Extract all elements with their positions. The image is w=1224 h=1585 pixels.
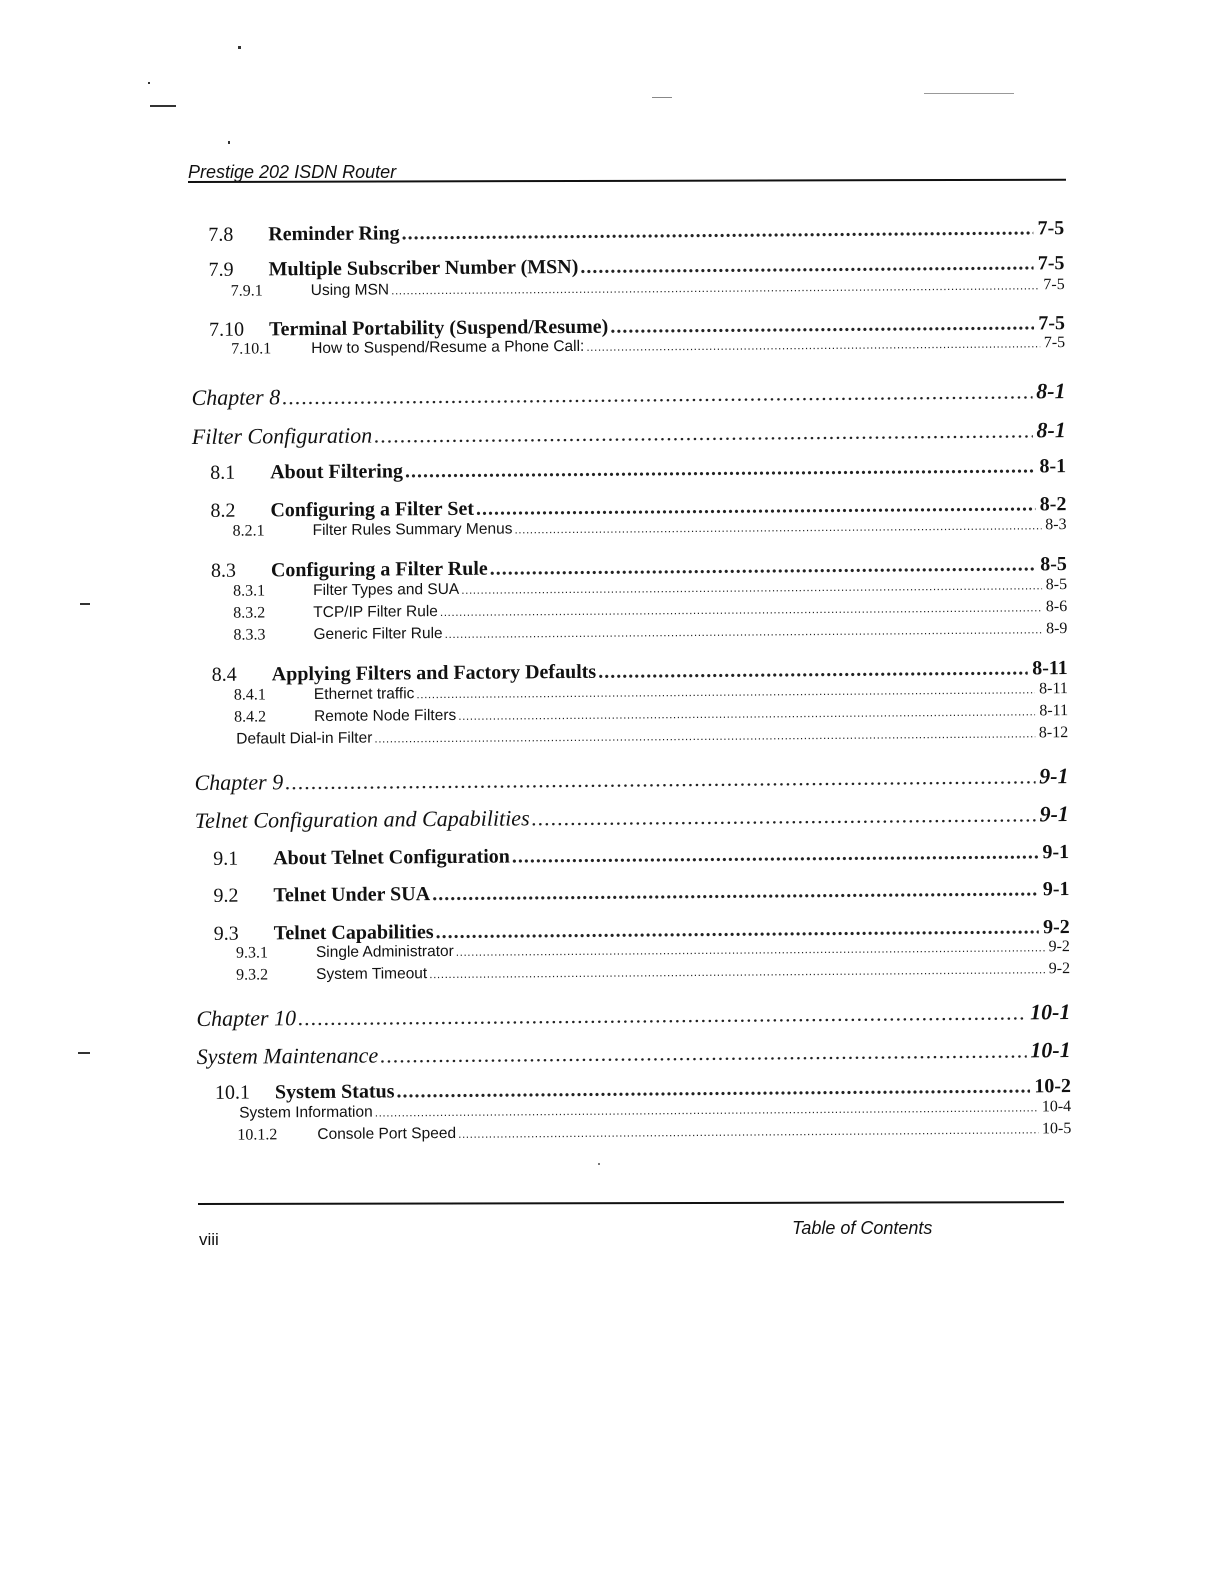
- dot-leader: [416, 682, 1035, 701]
- toc-entry-page: 8-9: [1045, 620, 1068, 638]
- toc-entry-page: 8-3: [1045, 516, 1067, 534]
- dot-leader: [512, 841, 1039, 868]
- toc-entry-label: Using MSN: [310, 281, 390, 300]
- toc-entry-number: 8.3: [210, 559, 236, 582]
- toc-entry-page: 9-1: [1042, 841, 1070, 864]
- toc-entry-label: System Timeout: [316, 965, 428, 984]
- toc-entry-page: 7-5: [1038, 312, 1066, 335]
- toc-entry-number: 8.1: [210, 461, 236, 484]
- toc-entry-number: 7.8: [208, 223, 234, 246]
- toc-entry-number: 10.1: [214, 1081, 251, 1104]
- toc-entry-label: Telnet Configuration and Capabilities: [194, 805, 530, 833]
- toc-entry[interactable]: [236, 960, 1070, 985]
- dot-leader: [458, 1122, 1038, 1141]
- dot-leader: [456, 940, 1045, 959]
- toc-entry-page: 9-1: [1039, 801, 1069, 827]
- toc-entry-label: Reminder Ring: [268, 222, 400, 246]
- toc-entry-number: 9.3.1: [235, 944, 268, 962]
- toc-entry-label: System Maintenance: [196, 1042, 379, 1069]
- toc-entry-page: 8-5: [1040, 553, 1067, 576]
- toc-entry-label: Generic Filter Rule: [313, 625, 443, 644]
- toc-entry-label: TCP/IP Filter Rule: [313, 603, 438, 622]
- toc-entry-label: Telnet Capabilities: [273, 921, 434, 945]
- dot-leader: [432, 878, 1039, 906]
- toc-entry[interactable]: [236, 724, 1068, 749]
- toc-entry-page: 10-1: [1029, 999, 1071, 1025]
- toc-entry[interactable]: [197, 1037, 1071, 1070]
- toc-entry[interactable]: [196, 999, 1070, 1032]
- toc-entry-label: Configuring a Filter Rule: [270, 557, 488, 582]
- dot-leader: [401, 217, 1033, 245]
- toc-entry-label: Single Administrator: [315, 942, 454, 962]
- toc-entry-number: 8.4.1: [233, 686, 266, 704]
- toc-entry-label: Configuring a Filter Set: [270, 497, 475, 522]
- toc-entry[interactable]: [234, 702, 1068, 727]
- dot-leader: [374, 726, 1035, 745]
- toc-entry-page: 8-6: [1045, 598, 1068, 616]
- toc-entry[interactable]: [213, 878, 1069, 908]
- dot-leader: [429, 962, 1045, 981]
- toc-entry-number: 10.1.2: [237, 1126, 278, 1144]
- toc-entry-page: 8-11: [1032, 657, 1068, 680]
- toc-entry[interactable]: [208, 217, 1064, 247]
- toc-entry-page: 7-5: [1037, 217, 1065, 240]
- toc-entry-label: Multiple Subscriber Number (MSN): [268, 255, 579, 281]
- toc-entry[interactable]: [192, 417, 1066, 450]
- dot-leader: [531, 801, 1035, 831]
- toc-entry-page: 9-2: [1048, 938, 1070, 956]
- toc-entry-label: Remote Node Filters: [313, 706, 457, 726]
- toc-entry-label: Filter Configuration: [191, 422, 373, 449]
- toc-entry-page: 8-11: [1039, 680, 1068, 698]
- toc-entry[interactable]: [233, 620, 1067, 645]
- toc-entry-number: 7.10.1: [231, 340, 272, 358]
- toc-entry-number: 7.9.1: [230, 282, 263, 300]
- toc-entry-number: 9.1: [213, 847, 239, 870]
- toc-entry-label: Chapter 9: [194, 769, 284, 795]
- dot-leader: [586, 336, 1040, 354]
- toc-entry-label: Default Dial-in Filter: [236, 729, 373, 748]
- toc-entry-page: 8-2: [1039, 493, 1067, 516]
- dot-leader: [405, 455, 1036, 483]
- toc-entry-label: Chapter 8: [191, 384, 281, 410]
- toc-entry-label: About Telnet Configuration: [273, 845, 510, 870]
- toc-entry[interactable]: [191, 378, 1065, 411]
- toc-entry-number: 9.3: [213, 922, 239, 945]
- running-header-title: Prestige 202 ISDN Router: [188, 162, 397, 182]
- dot-leader: [298, 999, 1026, 1031]
- dot-leader: [580, 252, 1034, 279]
- toc-entry-page: 9-1: [1039, 763, 1069, 789]
- toc-entry-page: 7-5: [1043, 334, 1066, 352]
- toc-entry-page: 9-2: [1042, 916, 1070, 939]
- toc-entry-label: About Filtering: [270, 460, 404, 484]
- toc-entry-number: 8.2: [210, 499, 236, 522]
- toc-entry-page: 10-4: [1041, 1098, 1072, 1116]
- toc-entry-page: 9-1: [1042, 878, 1070, 901]
- toc-entry-label: How to Suspend/Resume a Phone Call:: [311, 337, 585, 358]
- toc-entry-label: Filter Types and SUA: [313, 580, 460, 600]
- toc-entry-label: Terminal Portability (Suspend/Resume): [268, 315, 609, 341]
- toc-entry-page: 8-11: [1039, 702, 1069, 720]
- toc-entry-page: 10-1: [1030, 1037, 1071, 1063]
- footer-page-number: viii: [199, 1230, 219, 1249]
- toc-entry-label: Console Port Speed: [317, 1124, 457, 1144]
- toc-entry-page: 10-2: [1034, 1075, 1072, 1098]
- footer-section-title: Table of Contents: [792, 1218, 933, 1238]
- dot-leader: [380, 1037, 1026, 1068]
- toc-entry[interactable]: [213, 841, 1069, 871]
- dot-leader: [374, 417, 1033, 448]
- toc-entry-number: 8.4: [211, 663, 237, 686]
- toc-entry-number: 8.3.3: [233, 626, 266, 644]
- toc-entry-label: Telnet Under SUA: [273, 883, 431, 907]
- toc-entry-number: 7.10: [208, 318, 245, 341]
- dot-leader: [391, 278, 1039, 297]
- toc-entry-page: 8-12: [1038, 724, 1069, 742]
- toc-entry-number: 8.3.1: [233, 582, 266, 600]
- dot-leader: [445, 622, 1043, 641]
- toc-entry[interactable]: [237, 1120, 1071, 1145]
- toc-entry-page: 8-1: [1036, 378, 1066, 404]
- dot-leader: [375, 1100, 1038, 1119]
- toc-entry-page: 8-1: [1036, 417, 1066, 443]
- toc-entry-label: System Status: [274, 1080, 395, 1104]
- dot-leader: [598, 657, 1028, 683]
- toc-entry-label: Ethernet traffic: [313, 685, 415, 704]
- dot-leader: [440, 600, 1042, 619]
- toc-entry-page: 9-2: [1048, 960, 1071, 978]
- toc-entry-page: 8-1: [1039, 455, 1067, 478]
- toc-entry-page: 7-5: [1037, 252, 1065, 275]
- toc-entry-label: System Information: [239, 1103, 373, 1122]
- toc-entry-number: 8.4.2: [233, 708, 267, 726]
- dot-leader: [282, 378, 1032, 410]
- toc-entry-number: 9.3.2: [236, 966, 269, 984]
- toc-entry[interactable]: [233, 598, 1067, 623]
- toc-entry[interactable]: [194, 763, 1068, 796]
- toc-entry-page: 10-5: [1041, 1120, 1072, 1138]
- toc-entry-page: 7-5: [1043, 276, 1065, 294]
- toc-entry-number: 7.9: [208, 258, 234, 281]
- dot-leader: [514, 518, 1041, 536]
- toc-entry-page: 8-5: [1045, 576, 1068, 594]
- toc-entry-number: 8.2.1: [232, 522, 265, 540]
- toc-entry-label: Applying Filters and Factory Defaults: [271, 660, 597, 686]
- toc-entry-number: 9.2: [213, 884, 239, 907]
- toc-entry[interactable]: [210, 455, 1066, 485]
- dot-leader: [285, 763, 1035, 795]
- toc-entry-number: 8.3.2: [233, 604, 266, 622]
- toc-entry-label: Filter Rules Summary Menus: [312, 520, 513, 540]
- toc-entry-label: Chapter 10: [196, 1005, 297, 1031]
- dot-leader: [461, 578, 1042, 597]
- dot-leader: [458, 704, 1035, 723]
- toc-entry[interactable]: [195, 801, 1069, 834]
